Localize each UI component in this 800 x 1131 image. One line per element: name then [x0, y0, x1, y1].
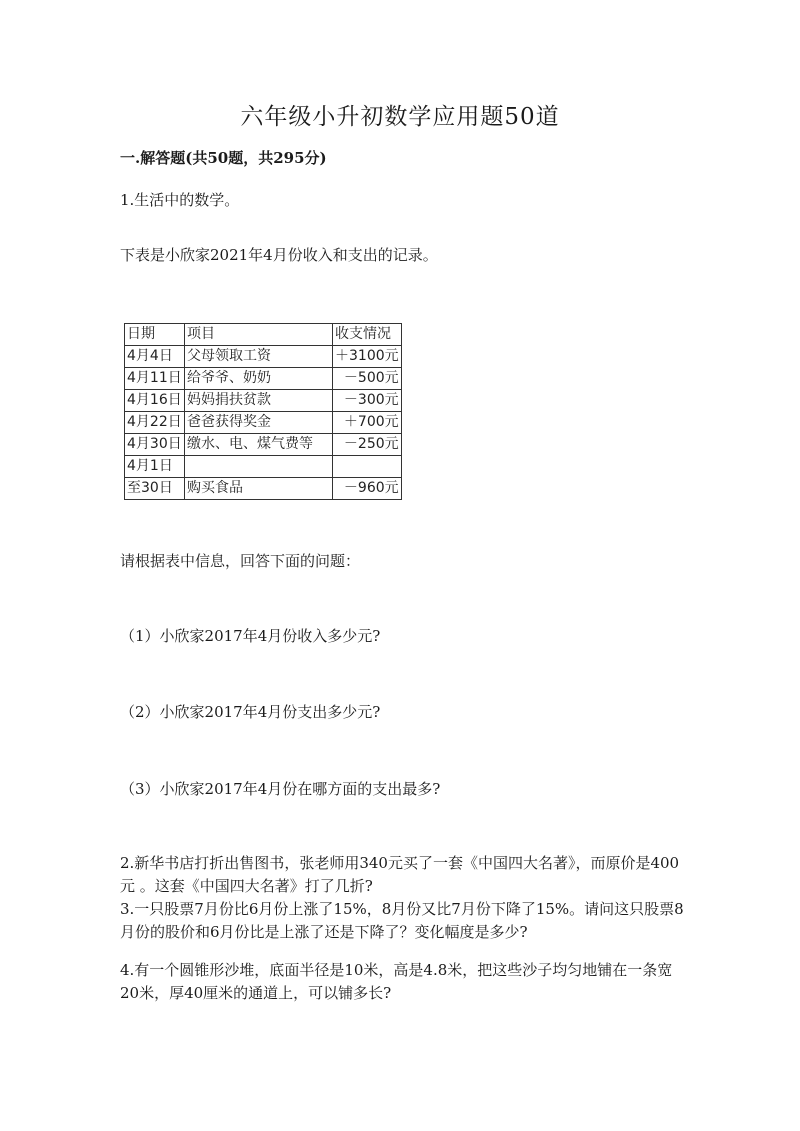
table-cell-item: 缴水、电、煤气费等: [185, 434, 333, 456]
table-header-cell: 项目: [185, 324, 333, 346]
table-header-row: [125, 324, 402, 346]
table-cell-item: 给爷爷、奶奶: [185, 368, 333, 390]
question-1-intro: 下表是小欣家2021年4月份收入和支出的记录。: [120, 246, 438, 264]
question-1-prompt: 请根据表中信息，回答下面的问题：: [120, 552, 361, 570]
table-row: [125, 412, 402, 434]
question-1-sub-3: （3）小欣家2017年4月份在哪方面的支出最多?: [120, 780, 441, 798]
table-cell-item: 妈妈捐扶贫款: [185, 390, 333, 412]
table-cell-date: 4月16日: [125, 390, 185, 412]
table-cell-date: 4月22日: [125, 412, 185, 434]
table-cell-item: 购买食品: [185, 478, 333, 500]
question-1-sub-2: （2）小欣家2017年4月份支出多少元?: [120, 703, 381, 721]
table-cell-item: [185, 456, 333, 478]
question-4: 4.有一个圆锥形沙堆，底面半径是10米，高是4.8米，把这些沙子均匀地铺在一条宽20米，厚40厘米的通道上，可以铺多长?: [120, 961, 673, 1002]
table-cell-date: 4月4日: [125, 346, 185, 368]
table-row: [125, 346, 402, 368]
question-3: 3.一只股票7月份比6月份上涨了15%，8月份又比7月份下降了15%。请问这只股票8月份的股价和6月份比是上涨了还是下降了？变化幅度是多少?: [120, 900, 684, 941]
table-cell-amount: ＋700元: [333, 412, 402, 434]
income-expense-table: [124, 323, 402, 500]
table-cell-amount: －500元: [333, 368, 402, 390]
table-cell-item: 父母领取工资: [185, 346, 333, 368]
question-1-title: 1.生活中的数学。: [120, 191, 240, 209]
table-header-cell: 收支情况: [333, 324, 402, 346]
document-title: 六年级小升初数学应用题50道: [240, 104, 560, 130]
table-cell-date: 4月30日: [125, 434, 185, 456]
table-cell-amount: －250元: [333, 434, 402, 456]
table-cell-amount: ＋3100元: [333, 346, 402, 368]
question-1-sub-1: （1）小欣家2017年4月份收入多少元?: [120, 627, 381, 645]
table-cell-item: 爸爸获得奖金: [185, 412, 333, 434]
table-header-cell: 日期: [125, 324, 185, 346]
table-cell-date: 至30日: [125, 478, 185, 500]
table-cell-date: 4月1日: [125, 456, 185, 478]
table-row: [125, 456, 402, 478]
table-row: [125, 368, 402, 390]
table-cell-date: 4月11日: [125, 368, 185, 390]
table-row: [125, 390, 402, 412]
section-heading: 一.解答题(共50题，共295分): [120, 149, 327, 167]
table-row: [125, 478, 402, 500]
table-cell-amount: [333, 456, 402, 478]
table-row: [125, 434, 402, 456]
question-2: 2.新华书店打折出售图书，张老师用340元买了一套《中国四大名著》，而原价是400元 。这套《中国四大名著》打了几折?: [120, 854, 680, 895]
table-cell-amount: －300元: [333, 390, 402, 412]
table-cell-amount: －960元: [333, 478, 402, 500]
